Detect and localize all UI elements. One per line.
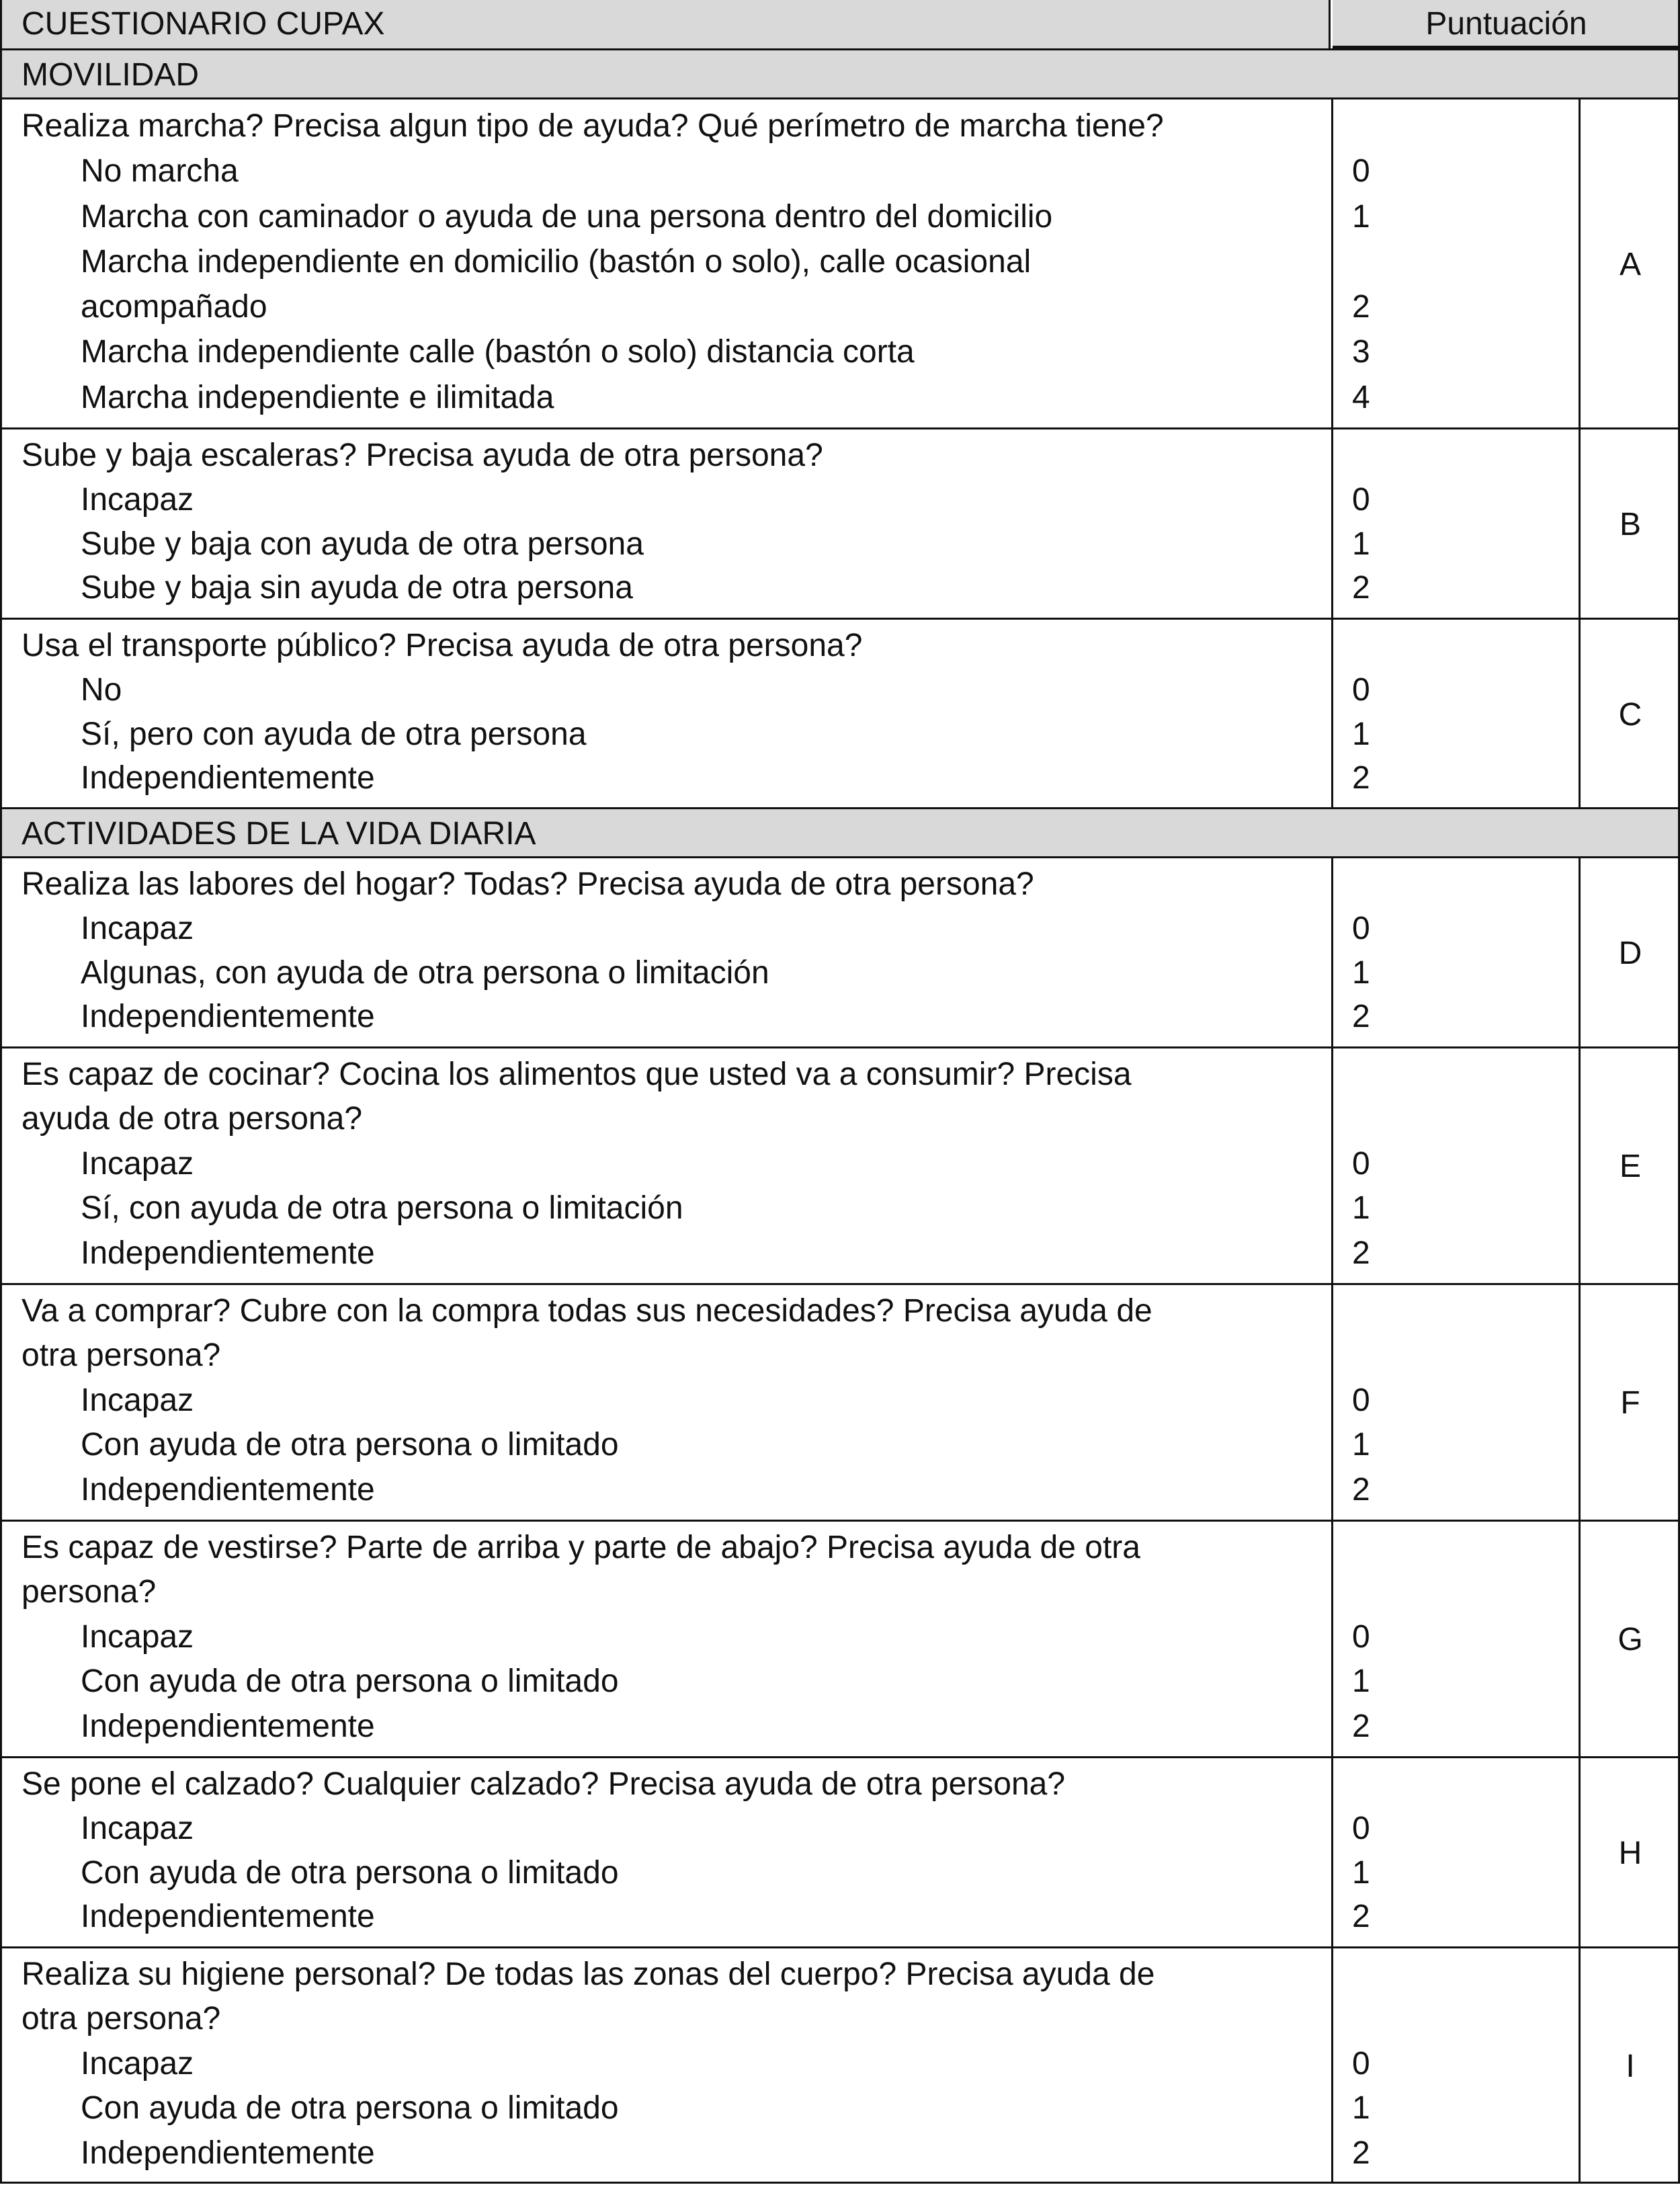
question-text: ayuda de otra persona? (22, 1101, 363, 1137)
option-score: 2 (1352, 760, 1370, 796)
question-text: Es capaz de cocinar? Cocina los alimentos que usted va a consumir? Precisa (22, 1057, 1132, 1092)
question-text: Es capaz de vestirse? Parte de arriba y parte de abajo? Precisa ayuda de otra (22, 1530, 1140, 1565)
item-letter: H (1618, 1836, 1642, 1871)
option-score: 2 (1352, 570, 1370, 606)
column-divider (1331, 1285, 1333, 1520)
option-score: 0 (1352, 1145, 1370, 1182)
answer-option: Con ayuda de otra persona o limitado (81, 1854, 619, 1891)
answer-option: Independientemente (81, 1708, 375, 1744)
answer-option: Sí, con ayuda de otra persona o limitación (81, 1190, 683, 1227)
answer-option: acompañado (81, 289, 267, 325)
question-text: otra persona? (22, 2001, 221, 2037)
answer-option: No (81, 671, 122, 708)
column-divider (1331, 99, 1333, 427)
option-score: 0 (1352, 2045, 1370, 2081)
answer-option: Marcha independiente calle (bastón o solo) distancia corta (81, 334, 915, 370)
question-text: Se pone el calzado? Cualquier calzado? Precisa ayuda de otra persona? (22, 1766, 1066, 1802)
column-divider (1331, 1048, 1333, 1283)
option-score: 1 (1352, 1663, 1370, 1700)
answer-option: Marcha independiente e ilimitada (81, 379, 554, 415)
score-column-header: Puntuación (1333, 0, 1680, 48)
column-divider (1331, 429, 1333, 618)
answer-option: Independientemente (81, 999, 375, 1035)
column-divider (1331, 858, 1333, 1046)
answer-option: Con ayuda de otra persona o limitado (81, 2090, 619, 2127)
item-letter: G (1618, 1622, 1643, 1657)
question-block (0, 618, 1680, 808)
answer-option: Incapaz (81, 910, 194, 946)
option-score: 1 (1352, 526, 1370, 562)
option-score: 1 (1352, 198, 1370, 235)
section-header: MOVILIDAD (0, 48, 1680, 97)
answer-option: Algunas, con ayuda de otra persona o limitación (81, 954, 769, 991)
section-header: ACTIVIDADES DE LA VIDA DIARIA (0, 807, 1680, 856)
option-score: 2 (1352, 1899, 1370, 1935)
answer-option: Incapaz (81, 1618, 194, 1655)
option-score: 1 (1352, 1427, 1370, 1463)
question-block (0, 1946, 1680, 2183)
answer-option: Independientemente (81, 2135, 375, 2171)
option-score: 4 (1352, 379, 1370, 415)
option-score: 2 (1352, 289, 1370, 325)
answer-option: Incapaz (81, 1145, 194, 1182)
answer-option: Incapaz (81, 2045, 194, 2081)
answer-option: Independientemente (81, 1899, 375, 1935)
option-score: 1 (1352, 716, 1370, 752)
question-block (0, 97, 1680, 427)
question-text: Usa el transporte público? Precisa ayuda de otra persona? (22, 628, 863, 663)
column-divider (1331, 1758, 1333, 1946)
option-score: 2 (1352, 999, 1370, 1035)
question-block (0, 1520, 1680, 1756)
item-letter: E (1619, 1149, 1641, 1184)
column-divider (1331, 620, 1333, 808)
item-letter: A (1619, 247, 1641, 282)
option-score: 0 (1352, 1382, 1370, 1418)
item-letter: B (1619, 507, 1641, 542)
answer-option: Sube y baja sin ayuda de otra persona (81, 570, 633, 606)
option-score: 1 (1352, 1190, 1370, 1227)
option-score: 1 (1352, 2090, 1370, 2127)
option-score: 2 (1352, 1471, 1370, 1508)
question-text: persona? (22, 1574, 157, 1610)
answer-option: Independientemente (81, 1471, 375, 1508)
question-text: otra persona? (22, 1337, 221, 1374)
answer-option: Independientemente (81, 760, 375, 796)
item-letter: I (1626, 2049, 1635, 2084)
item-letter: C (1618, 697, 1642, 733)
answer-option: No marcha (81, 153, 239, 190)
question-block (0, 1756, 1680, 1946)
question-text: Realiza su higiene personal? De todas las zonas del cuerpo? Precisa ayuda de (22, 1956, 1155, 1992)
question-text: Realiza las labores del hogar? Todas? Precisa ayuda de otra persona? (22, 866, 1034, 902)
table-border-left (0, 0, 2, 2184)
option-score: 1 (1352, 954, 1370, 991)
option-score: 2 (1352, 1708, 1370, 1744)
answer-option: Sube y baja con ayuda de otra persona (81, 526, 644, 562)
question-block (0, 427, 1680, 618)
option-score: 0 (1352, 481, 1370, 518)
question-block (0, 856, 1680, 1046)
questionnaire-title: CUESTIONARIO CUPAX (0, 0, 1331, 48)
option-score: 0 (1352, 671, 1370, 708)
option-score: 0 (1352, 153, 1370, 190)
answer-option: Marcha con caminador o ayuda de una persona dentro del domicilio (81, 198, 1053, 235)
answer-option: Incapaz (81, 481, 194, 518)
option-score: 0 (1352, 1618, 1370, 1655)
question-text: Realiza marcha? Precisa algun tipo de ayuda? Qué perímetro de marcha tiene? (22, 108, 1164, 144)
question-text: Va a comprar? Cubre con la compra todas sus necesidades? Precisa ayuda de (22, 1293, 1152, 1329)
answer-option: Con ayuda de otra persona o limitado (81, 1427, 619, 1463)
answer-option: Independientemente (81, 1235, 375, 1271)
answer-option: Incapaz (81, 1810, 194, 1846)
answer-option: Incapaz (81, 1382, 194, 1418)
option-score: 1 (1352, 1854, 1370, 1891)
option-score: 0 (1352, 910, 1370, 946)
item-letter: F (1620, 1385, 1640, 1421)
answer-option: Sí, pero con ayuda de otra persona (81, 716, 587, 752)
question-block (0, 1046, 1680, 1283)
answer-option: Marcha independiente en domicilio (bastón o solo), calle ocasional (81, 243, 1032, 280)
table-header (0, 0, 1680, 48)
option-score: 2 (1352, 2135, 1370, 2171)
question-text: Sube y baja escaleras? Precisa ayuda de otra persona? (22, 438, 823, 473)
question-block (0, 1283, 1680, 1520)
column-divider (1331, 1948, 1333, 2183)
column-divider (1331, 1522, 1333, 1756)
item-letter: D (1618, 936, 1642, 971)
option-score: 0 (1352, 1810, 1370, 1846)
answer-option: Con ayuda de otra persona o limitado (81, 1663, 619, 1700)
option-score: 3 (1352, 334, 1370, 370)
option-score: 2 (1352, 1235, 1370, 1271)
